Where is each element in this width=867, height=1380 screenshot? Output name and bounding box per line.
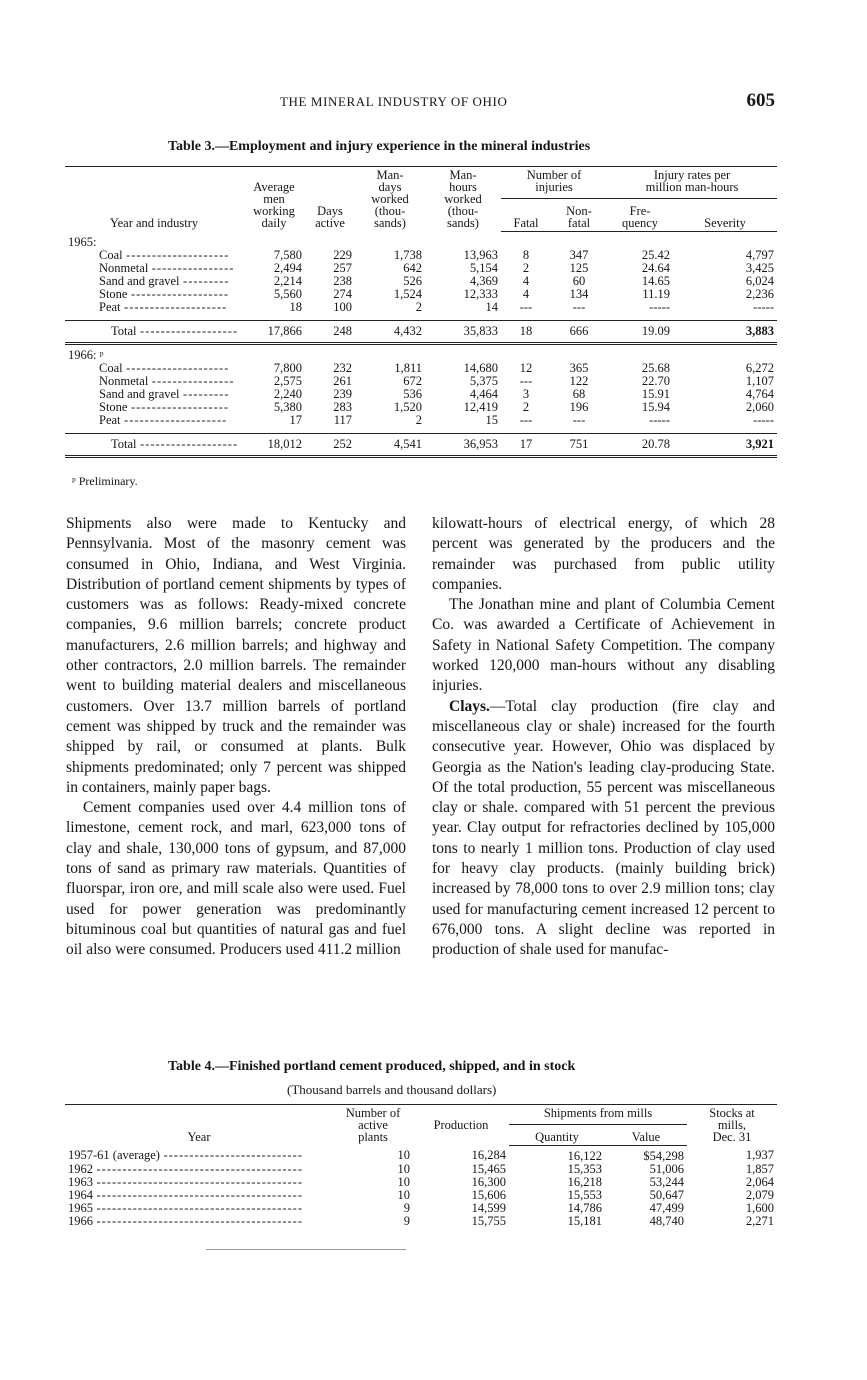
col-year: Year (65, 1105, 333, 1146)
leader-dots: ------------------- (127, 286, 230, 301)
running-head (0, 92, 867, 114)
cell: 2,079 (745, 1187, 774, 1202)
leader-dots: --------- (179, 386, 230, 401)
cell: 2 (522, 399, 530, 414)
table-row (65, 262, 777, 275)
row-label: Coal -------------------- (99, 360, 230, 375)
cell: ----- (649, 299, 670, 314)
cell: 8 (522, 247, 530, 262)
cell: 6,024 (745, 273, 774, 288)
cell: 2,236 (745, 286, 774, 301)
cell: 1,524 (393, 286, 422, 301)
leader-dots: ---------------------------------------- (93, 1187, 304, 1202)
col-nonfatal: Non- fatal (551, 199, 607, 231)
cell: 22.70 (641, 373, 670, 388)
col-stocks: Stocks at mills, Dec. 31 (687, 1105, 777, 1146)
cell: 2,271 (745, 1213, 774, 1228)
cell: 12,333 (463, 286, 498, 301)
total-cell: 4,432 (355, 320, 425, 343)
cell: 10 (397, 1161, 410, 1176)
total-label: Total ------------------- (65, 433, 243, 456)
col-value: Value (605, 1125, 687, 1145)
cell: 47,499 (649, 1200, 684, 1215)
cell: 1,811 (394, 360, 422, 375)
cell: --- (519, 299, 533, 314)
col-quantity: Quantity (509, 1125, 605, 1145)
row-label: Stone ------------------- (99, 286, 230, 301)
cell: 10 (397, 1174, 410, 1189)
total-cell: 19.09 (607, 320, 673, 343)
leader-dots: ---------------- (148, 373, 235, 388)
col-average-men: Average men working daily (243, 167, 305, 232)
row-label: 1962 ---------------------------------------- (68, 1161, 304, 1176)
portland-cement-table (65, 1104, 777, 1228)
page-number: 605 (746, 90, 775, 111)
row-label: 1964 ---------------------------------------- (68, 1187, 304, 1202)
cell: 15.91 (641, 386, 670, 401)
col-severity: Severity (673, 199, 777, 231)
total-cell: 751 (551, 433, 607, 456)
cell: ----- (753, 299, 774, 314)
cell: 1,857 (745, 1161, 774, 1176)
cell: 25.42 (641, 247, 670, 262)
table-row (65, 1145, 777, 1163)
table-row (65, 301, 777, 314)
cell: 3 (522, 386, 530, 401)
cell: 2,060 (745, 399, 774, 414)
cell: --- (572, 412, 586, 427)
leader-dots: -------------------- (120, 412, 228, 427)
cell: 14.65 (641, 273, 670, 288)
cell: 12 (519, 360, 533, 375)
table3-footnote: ᵖ Preliminary. (72, 474, 138, 488)
cell: 642 (403, 260, 422, 275)
total-cell: 18 (501, 320, 551, 343)
col-man-days: Man- days worked (thou- sands) (355, 167, 425, 232)
table3-caption: Table 3.—Employment and injury experience in the mineral industries (168, 139, 591, 154)
cell: 100 (333, 299, 352, 314)
cell: 68 (572, 386, 586, 401)
cell: 2,575 (273, 373, 302, 388)
cell: 536 (403, 386, 422, 401)
cell: 60 (572, 273, 586, 288)
total-cell: 3,883 (673, 320, 777, 343)
cell: 672 (403, 373, 422, 388)
leader-dots: ---------------------------------------- (93, 1200, 304, 1215)
cell: 2 (415, 299, 422, 314)
year-row (65, 231, 777, 249)
total-cell: 36,953 (425, 433, 501, 456)
cell: 365 (569, 360, 589, 375)
cell: 16,122 (567, 1148, 602, 1163)
year-label: 1965: (68, 234, 97, 249)
total-cell: 17 (501, 433, 551, 456)
employment-injury-table (65, 166, 777, 458)
cell: ----- (649, 412, 670, 427)
table4-caption: Table 4.—Finished portland cement produced, shipped, and in stock (168, 1059, 576, 1074)
cell: 15,465 (471, 1161, 506, 1176)
cell: 5,380 (273, 399, 302, 414)
total-cell: 20.78 (607, 433, 673, 456)
cell: 10 (397, 1187, 410, 1202)
col-year-industry: Year and industry (65, 167, 243, 232)
cell: 347 (569, 247, 589, 262)
cell: 274 (333, 286, 352, 301)
cell: 5,375 (469, 373, 498, 388)
text-column-right (432, 514, 775, 961)
cell: 2 (522, 260, 530, 275)
cell: 526 (403, 273, 422, 288)
cell: 7,580 (273, 247, 302, 262)
cell: 11.19 (642, 286, 670, 301)
paragraph: kilowatt-hours of electrical energy, of which 28 percent was generated by the producers and the remainder was purchased from public utility companies. (432, 515, 775, 593)
cell: 1,107 (745, 373, 774, 388)
paragraph-clays: Clays.—Total clay production (fire clay and miscellaneous clay or shale) increased for the fourth consecutive year. However, Ohio was displaced by Georgia as the Nation's leading clay-producing State. Of the total production, 55 percent was miscellaneous clay or shale. compared with 51 percent the previous year. Clay output for refractories declined by 105,000 tons to nearly 1 million tons. Production of clay used for heavy clay products. (mainly building brick) increased by 78,000 tons to over 2.9 million tons; clay used for manufacturing cement increased 12 percent to 676,000 tons. A slight decline was reported in production of shale used for manufac- (432, 697, 775, 959)
cell: 14,599 (471, 1200, 506, 1215)
row-label: 1965 ---------------------------------------- (68, 1200, 304, 1215)
cell: 7,800 (273, 360, 302, 375)
table-row (65, 375, 777, 388)
cell: 14,786 (567, 1200, 602, 1215)
total-label: Total ------------------- (65, 320, 243, 343)
total-cell: 666 (551, 320, 607, 343)
cell: 16,218 (567, 1174, 602, 1189)
group-injury-rates: Injury rates per million man-hours (607, 167, 777, 199)
cell: 16,284 (471, 1148, 506, 1163)
leader-dots: -------------------- (120, 299, 228, 314)
cell: $54,298 (643, 1148, 684, 1163)
cell: 229 (333, 247, 352, 262)
cell: 14 (485, 299, 498, 314)
cell: --- (519, 412, 533, 427)
leader-dots: ---------------------------------------- (93, 1213, 304, 1228)
leader-dots: ---------------- (148, 260, 235, 275)
cell: --- (519, 373, 533, 388)
row-label: 1963 ---------------------------------------- (68, 1174, 304, 1189)
leader-dots: -------------------- (122, 247, 230, 262)
col-days-active: Days active (305, 167, 355, 232)
total-cell: 35,833 (425, 320, 501, 343)
cell: 232 (333, 360, 352, 375)
cell: 15,606 (471, 1187, 506, 1202)
total-cell: 17,866 (243, 320, 305, 343)
cell: 283 (333, 399, 352, 414)
table-row (65, 1215, 777, 1228)
paragraph: The Jonathan mine and plant of Columbia Cement Co. was awarded a Certificate of Achievement in Safety in National Safety Competition. The company worked 120,000 man-hours without any disabling injuries. (432, 596, 775, 695)
row-label: Sand and gravel --------- (99, 386, 230, 401)
row-label: 1966 ---------------------------------------- (68, 1213, 304, 1228)
cell: 12,419 (463, 399, 498, 414)
row-label: Stone ------------------- (99, 399, 230, 414)
table-row (65, 414, 777, 427)
group-number-of-injuries: Number of injuries (501, 167, 607, 199)
row-label: Nonmetal ---------------- (99, 373, 235, 388)
cell: 4,369 (469, 273, 498, 288)
cell: 2,214 (273, 273, 302, 288)
col-fatal: Fatal (501, 199, 551, 231)
runin-heading: Clays. (449, 697, 490, 715)
cell: 9 (403, 1213, 410, 1228)
leader-dots: ------------------- (136, 436, 239, 451)
leader-dots: --------------------------- (159, 1148, 303, 1163)
paragraph: Shipments also were made to Kentucky and Pennsylvania. Most of the masonry cement was consumed in Ohio, Indiana, and West Virginia. Distribution of portland cement shipments by types of customers was as follows: Ready-mixed concrete companies, 9.6 million barrels; concrete product manufacturers, 2.6 million barrels; and highway and other contractors, 2.0 million barrels. The remainder went to building material dealers and miscellaneous customers. Over 13.7 million barrels of portland cement was shipped by truck and the remainder was shipped by rail, or consumed at plants. Bulk shipments predominated; only 7 percent was shipped in containers, mainly paper bags. (66, 515, 406, 796)
cell: 15,353 (567, 1161, 602, 1176)
cell: 4 (522, 273, 530, 288)
cell: 25.68 (641, 360, 670, 375)
cell: 2,064 (745, 1174, 774, 1189)
col-man-hours: Man- hours worked (thou- sands) (425, 167, 501, 232)
cell: 4 (522, 286, 530, 301)
cell: 2,240 (273, 386, 302, 401)
cell: 15 (485, 412, 498, 427)
cell: 4,764 (745, 386, 774, 401)
total-row (65, 320, 777, 343)
cell: 4,797 (745, 247, 774, 262)
cell: 2,494 (273, 260, 302, 275)
cell: 9 (403, 1200, 410, 1215)
cell: 1,600 (745, 1200, 774, 1215)
cell: 239 (333, 386, 352, 401)
cell: 15,553 (567, 1187, 602, 1202)
total-row (65, 433, 777, 456)
cell: 13,963 (463, 247, 498, 262)
col-active-plants: Number of active plants (333, 1105, 413, 1146)
cell: 15,755 (471, 1213, 506, 1228)
leader-dots: ------------------- (136, 323, 239, 338)
cell: 257 (333, 260, 352, 275)
row-label: Peat -------------------- (99, 299, 228, 314)
cell: --- (572, 299, 586, 314)
bottom-rule (206, 1249, 406, 1250)
running-title: THE MINERAL INDUSTRY OF OHIO (280, 94, 508, 109)
cell: 48,740 (649, 1213, 684, 1228)
total-cell: 248 (305, 320, 355, 343)
cell: 5,560 (273, 286, 302, 301)
table4-subcaption: (Thousand barrels and thousand dollars) (287, 1082, 497, 1097)
cell: 1,937 (745, 1148, 774, 1163)
row-label: Peat -------------------- (99, 412, 228, 427)
row-label: Sand and gravel --------- (99, 273, 230, 288)
total-cell: 18,012 (243, 433, 305, 456)
cell: 51,006 (649, 1161, 684, 1176)
cell: 238 (333, 273, 352, 288)
leader-dots: ---------------------------------------- (93, 1161, 304, 1176)
total-cell: 4,541 (355, 433, 425, 456)
cell: 4,464 (469, 386, 498, 401)
cell: 50,647 (649, 1187, 684, 1202)
year-row (65, 343, 777, 362)
cell: 15,181 (567, 1213, 602, 1228)
cell: 117 (333, 412, 352, 427)
cell: 15.94 (641, 399, 670, 414)
year-label: 1966: ᵖ (68, 347, 104, 362)
cell: 5,154 (469, 260, 498, 275)
paragraph: Cement companies used over 4.4 million tons of limestone, cement rock, and marl, 623,000 tons of clay and shale, 130,000 tons of gypsum, and 87,000 tons of sand as primary raw materials. Quantities of fluorspar, iron ore, and mill scale also were used. Fuel used for power generation was predominantly bituminous coal but quantities of natural gas and fuel oil also were consumed. Producers used 411.2 million (66, 799, 406, 959)
cell: 261 (333, 373, 352, 388)
total-cell: 252 (305, 433, 355, 456)
leader-dots: ---------------------------------------- (93, 1174, 304, 1189)
cell: 196 (569, 399, 589, 414)
cell: 17 (289, 412, 302, 427)
text-column-left (66, 514, 406, 961)
total-cell: 3,921 (673, 433, 777, 456)
row-label: Coal -------------------- (99, 247, 230, 262)
cell: 10 (397, 1148, 410, 1163)
cell: 16,300 (471, 1174, 506, 1189)
cell: 2 (415, 412, 422, 427)
cell: 53,244 (649, 1174, 684, 1189)
row-label: Nonmetal ---------------- (99, 260, 235, 275)
leader-dots: --------- (179, 273, 230, 288)
group-shipments: Shipments from mills (509, 1105, 687, 1125)
cell: 1,738 (393, 247, 422, 262)
cell: 125 (569, 260, 589, 275)
col-production: Production (413, 1105, 509, 1146)
cell: 6,272 (745, 360, 774, 375)
leader-dots: ------------------- (127, 399, 230, 414)
row-label: 1957-61 (average) --------------------------- (68, 1148, 303, 1163)
cell: 14,680 (463, 360, 498, 375)
cell: 18 (289, 299, 302, 314)
cell: 1,520 (393, 399, 422, 414)
cell: 24.64 (641, 260, 670, 275)
leader-dots: -------------------- (122, 360, 230, 375)
col-frequency: Fre- quency (607, 199, 673, 231)
cell: ----- (753, 412, 774, 427)
cell: 3,425 (745, 260, 774, 275)
cell: 134 (569, 286, 589, 301)
cell: 122 (569, 373, 589, 388)
